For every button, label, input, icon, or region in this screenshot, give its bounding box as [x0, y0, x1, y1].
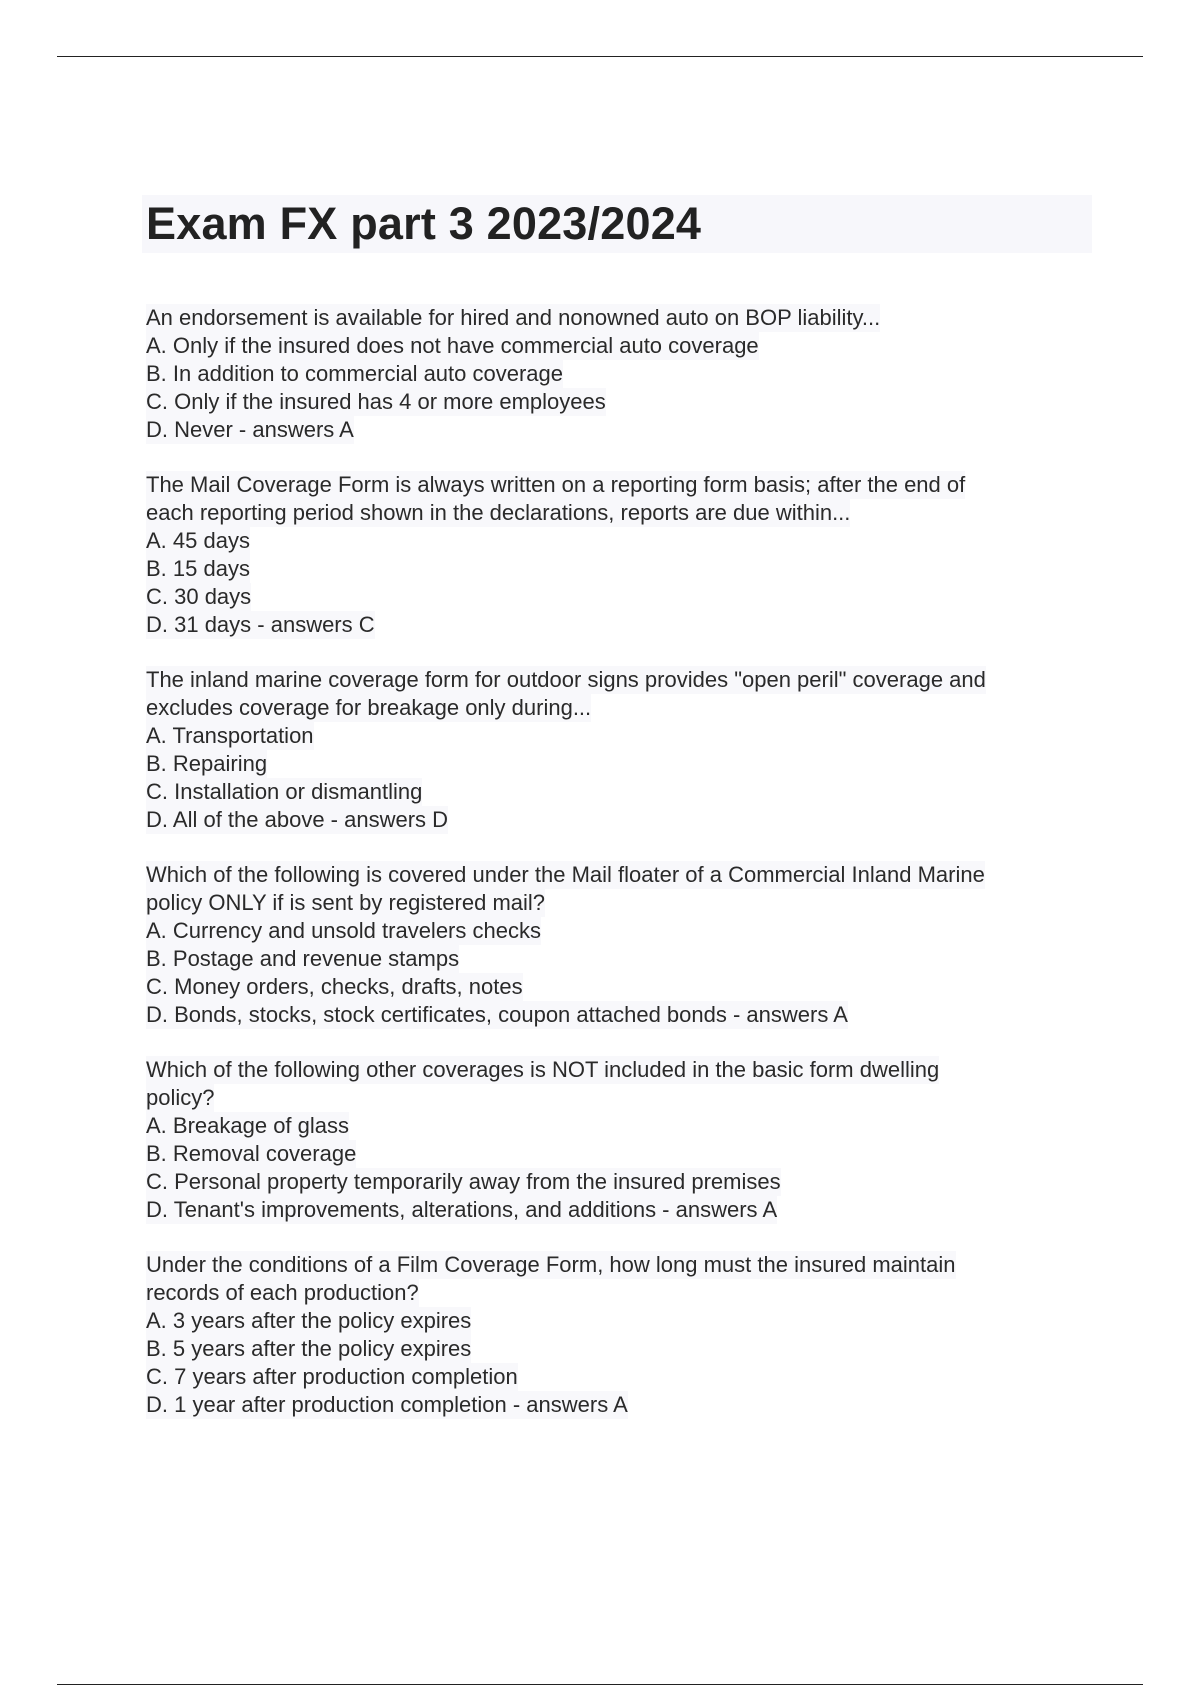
answer-option-d: D. 31 days - answers C: [146, 612, 375, 637]
answer-option-b: B. Removal coverage: [146, 1141, 357, 1166]
question-text: Under the conditions of a Film Coverage Form, how long must the insured maintain: [146, 1252, 956, 1277]
question-text: The inland marine coverage form for outdoor signs provides "open peril" coverage and: [146, 667, 986, 692]
question-2: [146, 471, 1086, 639]
answer-option-b: B. Repairing: [146, 751, 268, 776]
question-text: Which of the following is covered under the Mail floater of a Commercial Inland Marine: [146, 862, 985, 887]
answer-option-c: C. Money orders, checks, drafts, notes: [146, 974, 523, 999]
question-5: [146, 1056, 1086, 1224]
answer-option-c: C. Only if the insured has 4 or more employees: [146, 389, 606, 414]
answer-option-d: D. Never - answers A: [146, 417, 354, 442]
answer-option-d: D. Tenant's improvements, alterations, and additions - answers A: [146, 1197, 778, 1222]
answer-option-a: A. 45 days: [146, 528, 250, 553]
question-list: [146, 304, 1086, 1446]
question-text: each reporting period shown in the declarations, reports are due within...: [146, 500, 851, 525]
question-text: policy ONLY if is sent by registered mail?: [146, 890, 546, 915]
answer-option-d: D. 1 year after production completion - answers A: [146, 1392, 628, 1417]
top-rule: [57, 56, 1143, 57]
answer-option-a: A. Currency and unsold travelers checks: [146, 918, 541, 943]
question-4: [146, 861, 1086, 1029]
answer-option-c: C. 30 days: [146, 584, 252, 609]
answer-option-c: C. 7 years after production completion: [146, 1364, 518, 1389]
answer-option-b: B. In addition to commercial auto coverage: [146, 361, 564, 386]
question-1: [146, 304, 1086, 444]
question-text: Which of the following other coverages is NOT included in the basic form dwelling: [146, 1057, 940, 1082]
answer-option-d: D. Bonds, stocks, stock certificates, coupon attached bonds - answers A: [146, 1002, 848, 1027]
bottom-rule: [57, 1684, 1143, 1685]
answer-option-b: B. 15 days: [146, 556, 250, 581]
question-text: records of each production?: [146, 1280, 419, 1305]
answer-option-b: B. Postage and revenue stamps: [146, 946, 460, 971]
question-text: The Mail Coverage Form is always written on a reporting form basis; after the end of: [146, 472, 966, 497]
question-6: [146, 1251, 1086, 1419]
answer-option-a: A. Breakage of glass: [146, 1113, 350, 1138]
answer-option-b: B. 5 years after the policy expires: [146, 1336, 472, 1361]
question-text: An endorsement is available for hired and nonowned auto on BOP liability...: [146, 305, 881, 330]
question-3: [146, 666, 1086, 834]
page-title: Exam FX part 3 2023/2024: [146, 198, 702, 249]
answer-option-c: C. Installation or dismantling: [146, 779, 423, 804]
question-text: policy?: [146, 1085, 215, 1110]
question-text: excludes coverage for breakage only during...: [146, 695, 592, 720]
answer-option-c: C. Personal property temporarily away from the insured premises: [146, 1169, 781, 1194]
answer-option-a: A. Only if the insured does not have commercial auto coverage: [146, 333, 759, 358]
answer-option-d: D. All of the above - answers D: [146, 807, 449, 832]
answer-option-a: A. Transportation: [146, 723, 314, 748]
answer-option-a: A. 3 years after the policy expires: [146, 1308, 472, 1333]
